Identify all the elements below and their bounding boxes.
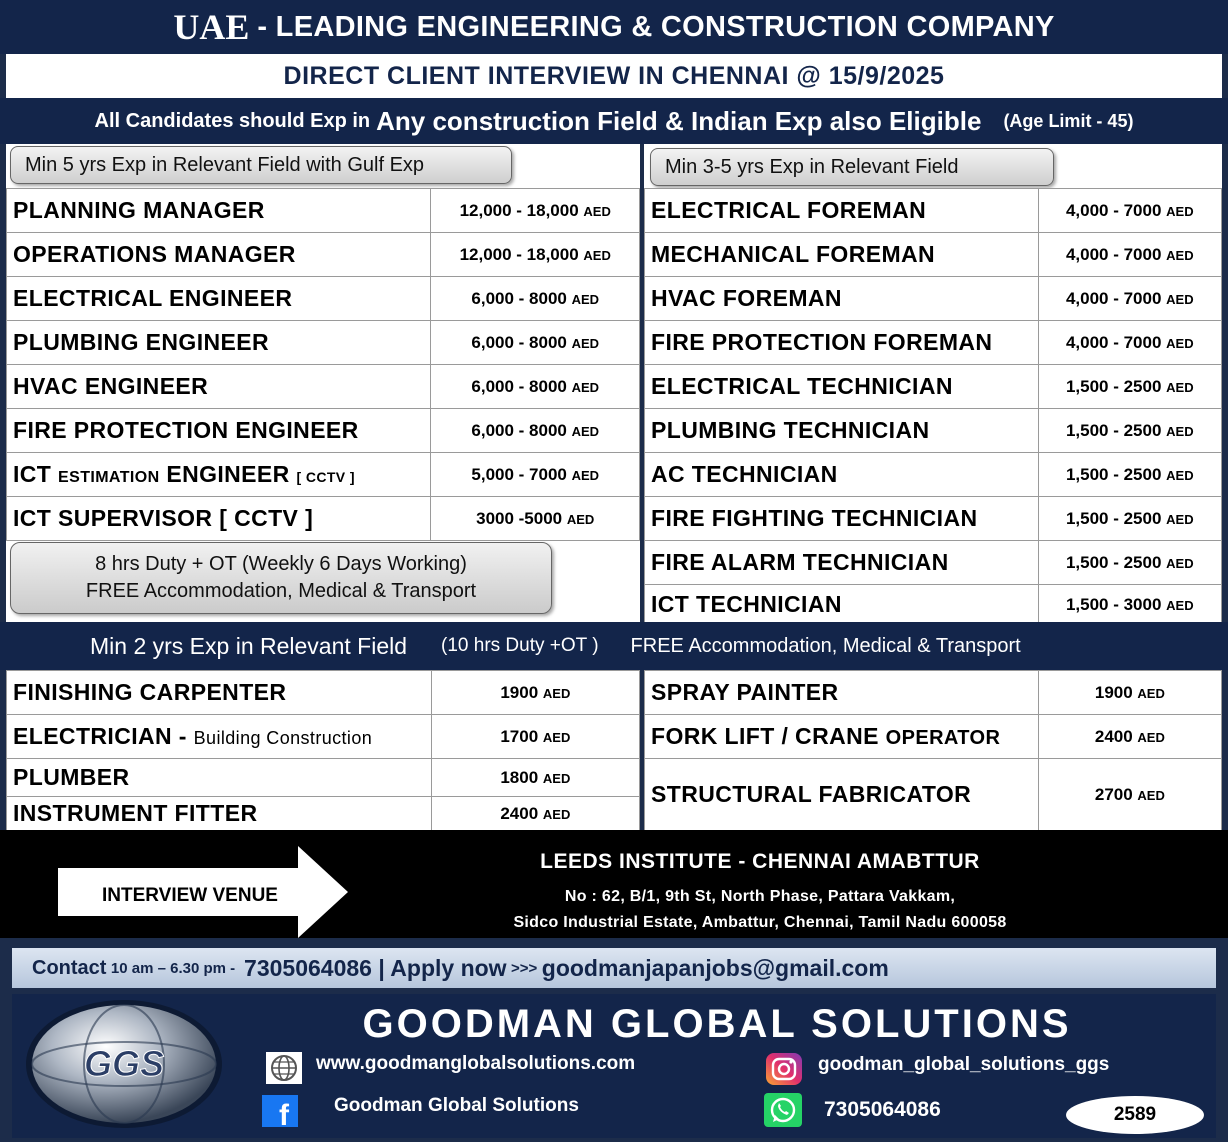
header-uae: UAE [173,7,250,47]
duty-line: 8 hrs Duty + OT (Weekly 6 Days Working) [95,553,467,575]
job-title: FINISHING CARPENTER [7,671,432,715]
interview-date-banner: DIRECT CLIENT INTERVIEW IN CHENNAI @ 15/9/2025 [6,54,1222,98]
table-row [7,497,640,541]
job-title: ELECTRICAL TECHNICIAN [645,365,1039,409]
table-row [645,585,1222,625]
whatsapp-number: 7305064086 [824,1098,941,1121]
table-row [7,715,640,759]
table-row [7,671,640,715]
facebook-link[interactable] [260,1094,579,1128]
lower-right-table [644,670,1222,831]
job-salary: 2400 AED [431,797,639,831]
contact-label: Contact [32,956,107,979]
table-row [7,277,640,321]
venue-label: INTERVIEW VENUE [102,885,278,906]
facebook-icon [260,1094,300,1128]
job-title: PLUMBER [7,759,432,797]
right-experience-pill: Min 3-5 yrs Exp in Relevant Field [650,148,1054,186]
table-row [7,453,640,497]
band-benefits: FREE Accommodation, Medical & Transport [630,634,1021,657]
website-link[interactable] [266,1052,635,1084]
job-salary: 5,000 - 7000 AED [431,453,640,497]
table-row [645,715,1222,759]
benefits-line: FREE Accommodation, Medical & Transport [85,580,477,602]
job-title: FIRE FIGHTING TECHNICIAN [645,497,1039,541]
table-row [645,365,1222,409]
table-row [7,233,640,277]
job-salary: 1,500 - 2500 AED [1038,409,1221,453]
website-text: www.goodmanglobalsolutions.com [316,1053,636,1074]
band-experience: Min 2 yrs Exp in Relevant Field [90,632,408,659]
svg-text:f: f [279,1099,289,1128]
table-row [7,797,640,831]
requirement-banner [0,98,1228,144]
job-title: FORK LIFT / CRANE OPERATOR [645,715,1039,759]
company-footer [12,994,1216,1138]
table-row [645,453,1222,497]
min-2yrs-band [0,622,1228,670]
table-row [645,497,1222,541]
job-salary: 4,000 - 7000 AED [1038,277,1221,321]
venue-address-line: Sidco Industrial Estate, Ambattur, Chennai, Tamil Nadu 600058 [513,914,1007,931]
job-salary: 1700 AED [431,715,639,759]
job-title: INSTRUMENT FITTER [7,797,432,831]
job-title: HVAC ENGINEER [7,365,431,409]
left-jobs-table [6,188,640,541]
age-limit: (Age Limit - 45) [1003,110,1134,131]
job-salary: 12,000 - 18,000 AED [431,189,640,233]
table-row [645,409,1222,453]
table-row [7,409,640,453]
table-row [645,277,1222,321]
job-title: PLUMBING ENGINEER [7,321,431,365]
requirement-text-b: Any construction Field & Indian Exp also Eligible [376,105,982,136]
job-title: AC TECHNICIAN [645,453,1039,497]
job-title: ICT TECHNICIAN [645,585,1039,625]
left-experience-pill: Min 5 yrs Exp in Relevant Field with Gulf Exp [10,146,512,184]
table-row [7,365,640,409]
job-title: ELECTRICAL ENGINEER [7,277,431,321]
whatsapp-link[interactable] [762,1092,941,1128]
job-salary: 4,000 - 7000 AED [1038,189,1221,233]
lower-right-panel [644,670,1222,830]
job-salary: 1800 AED [431,759,639,797]
ggs-globe-logo-icon [24,998,224,1130]
instagram-icon [764,1052,804,1086]
main-header [0,0,1228,54]
lower-left-table [6,670,640,831]
job-title: ICT ESTIMATION ENGINEER [ CCTV ] [7,453,431,497]
globe-icon [266,1052,302,1084]
instagram-link[interactable] [764,1052,1109,1086]
job-title: ELECTRICAL FOREMAN [645,189,1039,233]
facebook-name: Goodman Global Solutions [334,1095,579,1116]
contact-hours: 10 am – 6.30 pm - [110,959,236,977]
job-salary: 1,500 - 2500 AED [1038,365,1221,409]
job-salary: 1900 AED [431,671,639,715]
job-title: FIRE PROTECTION FOREMAN [645,321,1039,365]
job-title: STRUCTURAL FABRICATOR [645,759,1039,831]
job-salary: 4,000 - 7000 AED [1038,321,1221,365]
table-row [645,759,1222,831]
table-row [645,321,1222,365]
job-title: PLUMBING TECHNICIAN [645,409,1039,453]
table-row [645,189,1222,233]
job-salary: 1,500 - 2500 AED [1038,453,1221,497]
contact-phone[interactable]: 7305064086 | Apply now [244,954,507,981]
table-row [645,671,1222,715]
job-salary: 1,500 - 3000 AED [1038,585,1221,625]
company-name: GOODMAN GLOBAL SOLUTIONS [362,1002,1072,1046]
job-salary: 1,500 - 2500 AED [1038,497,1221,541]
job-salary: 1900 AED [1038,671,1221,715]
instagram-handle: goodman_global_solutions_ggs [818,1054,1110,1075]
band-duty: (10 hrs Duty +OT ) [441,635,599,656]
header-title: - LEADING ENGINEERING & CONSTRUCTION COMPANY [257,10,1055,43]
table-row [645,233,1222,277]
table-row [7,759,640,797]
whatsapp-icon [762,1092,804,1128]
job-salary: 6,000 - 8000 AED [431,277,640,321]
table-row [645,541,1222,585]
lower-left-panel [6,670,640,830]
venue-address [420,884,1100,936]
venue-address-line: No : 62, B/1, 9th St, North Phase, Pattara Vakkam, [564,888,956,905]
table-row [7,321,640,365]
job-salary: 1,500 - 2500 AED [1038,541,1221,585]
right-jobs-panel [644,144,1222,622]
reference-number-badge: 2589 [1066,1096,1204,1134]
job-salary: 4,000 - 7000 AED [1038,233,1221,277]
svg-text:GGS: GGS [83,1043,165,1084]
contact-bar [12,948,1216,988]
job-title: MECHANICAL FOREMAN [645,233,1039,277]
venue-name: LEEDS INSTITUTE - CHENNAI AMABTTUR [540,850,980,873]
job-title: PLANNING MANAGER [7,189,431,233]
job-title: FIRE ALARM TECHNICIAN [645,541,1039,585]
job-title: HVAC FOREMAN [645,277,1039,321]
duty-benefits-box [10,542,552,614]
contact-arrows: >>> [511,959,538,977]
interview-venue-section [0,830,1228,938]
job-salary: 3000 -5000 AED [431,497,640,541]
requirement-text-a: All Candidates should Exp in [94,109,371,132]
left-jobs-panel [6,144,640,622]
job-title: SPRAY PAINTER [645,671,1039,715]
job-salary: 6,000 - 8000 AED [431,365,640,409]
job-salary: 12,000 - 18,000 AED [431,233,640,277]
job-title: ELECTRICIAN - Building Construction [7,715,432,759]
job-salary: 6,000 - 8000 AED [431,409,640,453]
right-jobs-table [644,188,1222,625]
contact-email[interactable]: goodmanjapanjobs@gmail.com [541,954,889,981]
job-salary: 6,000 - 8000 AED [431,321,640,365]
job-title: OPERATIONS MANAGER [7,233,431,277]
job-title: FIRE PROTECTION ENGINEER [7,409,431,453]
job-salary: 2400 AED [1038,715,1221,759]
job-title: ICT SUPERVISOR [ CCTV ] [7,497,431,541]
table-row [7,189,640,233]
job-salary: 2700 AED [1038,759,1221,831]
